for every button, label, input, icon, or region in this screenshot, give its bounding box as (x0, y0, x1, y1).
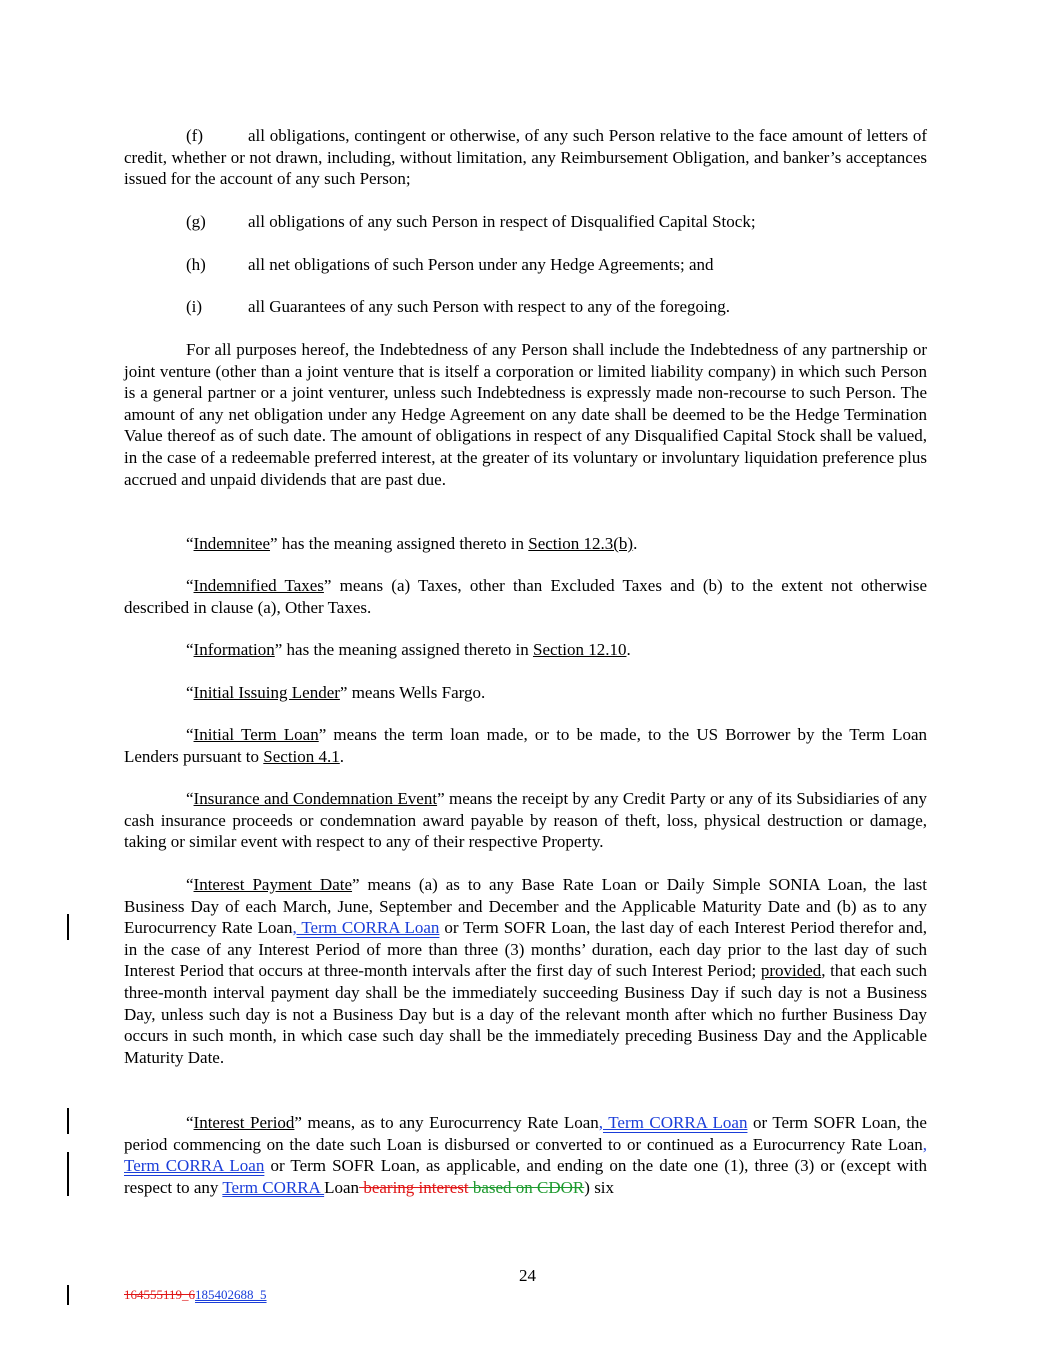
definition-text: ” means Wells Fargo. (339, 683, 486, 702)
definition-interest-period: “Interest Period” means, as to any Eurocurrency Rate Loan, Term CORRA Loan or Term SOFR Loan, the period commencing on the date such Loan is disbursed or converted to or continued as a Eurocurrency Rate Loan, Term CORRA Loan or Term SOFR Loan, as applicable, and ending on the date one (1), three (3) or (except with respect to any Term CORRA Loan bearing interest based on CDOR) six (124, 1113, 927, 1197)
definition-text: ” means (a) as to any Base Rate Loan or Daily Simple SONIA Loan, the last Business Day of each March, June, September and December and the Applicable Maturity Date and (b) as to any Eurocurrency Rate Loan (124, 875, 927, 938)
definition-text: ” has the meaning assigned thereto in (270, 534, 529, 553)
document-id-old: 164555119_6 (124, 1287, 196, 1302)
clause-i-text: all Guarantees of any such Person with respect to any of the foregoing. (248, 297, 730, 316)
term-initial-term-loan: Initial Term Loan (193, 725, 319, 744)
clause-h-label: (h) (186, 255, 206, 274)
indebtedness-paragraph: For all purposes hereof, the Indebtedness of any Person shall include the Indebtedness of any partnership or joint venture (other than a joint venture that is itself a corporation or limited liability company) in which such Person is a general partner or a joint venturer, unless such Indebtedness is expressly made non-recourse to such Person. The amount of any net obligation under any Hedge Agreement on any date shall be deemed to be the Hedge Termination Value thereof as of such date. The amount of obligations in respect of any Disqualified Capital Stock shall be valued, in the case of a redeemable preferred interest, at the greater of its voluntary or involuntary liquidation preference plus accrued and unpaid dividends that are past due. (124, 340, 927, 489)
definition-text: . (626, 640, 631, 659)
definition-text: ” means the term loan made, or to be made, to the US Borrower by the Term Loan Lenders pursuant to (124, 725, 927, 766)
definition-text: ” means (a) Taxes, other than Excluded Taxes and (b) to the extent not otherwise described in clause (a), Other Taxes. (124, 576, 927, 617)
inserted-text: , Term CORRA Loan (124, 1134, 927, 1176)
definition-text: , that each such three-month interval payment day shall be the immediately succeeding Business Day if such day is not a Business Day, unless such day is not a Business Day but is a day of the relevant month after which no further Business Day occurs in such month, in which case such day shall be the immediately preceding Business Day and the Applicable Maturity Date. (124, 961, 927, 1067)
inserted-text: , Term CORRA Loan (598, 1113, 748, 1132)
change-bar (67, 1152, 69, 1196)
definition-text: Loan (324, 1177, 360, 1197)
clause-f-label: (f) (186, 126, 203, 145)
section-ref-link[interactable]: Section 4.1 (263, 746, 340, 766)
clause-i (186, 296, 730, 318)
definition-text: or Term SOFR Loan, the period commencing on the date such Loan is disbursed or converted to or continued as a Eurocurrency Rate Loan (124, 1113, 927, 1154)
definition-text: ” means, as to any Eurocurrency Rate Loan (294, 1113, 599, 1132)
clause-f (124, 125, 927, 190)
clause-h (186, 254, 714, 276)
clause-g-text: all obligations of any such Person in respect of Disqualified Capital Stock; (248, 212, 756, 231)
section-ref-link[interactable]: Section 12.10 (532, 640, 627, 659)
term-indemnified-taxes: Indemnified Taxes (193, 576, 324, 595)
definition-indemnified-taxes: “Indemnified Taxes” means (a) Taxes, other than Excluded Taxes and (b) to the extent not otherwise described in clause (a), Other Taxes. (124, 576, 927, 617)
definition-text: ” has the meaning assigned thereto in (274, 640, 533, 659)
definition-text: . (633, 534, 638, 553)
term-insurance-condemnation-event: Insurance and Condemnation Event (193, 789, 438, 808)
definition-indemnitee: “Indemnitee” has the meaning assigned thereto in Section 12.3(b). (186, 534, 638, 553)
document-id (124, 1287, 267, 1303)
document-id-new: 185402688_5 (195, 1287, 267, 1302)
clause-g-label: (g) (186, 212, 206, 231)
clause-i-label: (i) (186, 297, 203, 316)
term-indemnitee: Indemnitee (193, 534, 271, 553)
definition-interest-payment-date: “Interest Payment Date” means (a) as to any Base Rate Loan or Daily Simple SONIA Loan, the last Business Day of each March, June, September and December and the Applicable Maturity Date and (b) as to any Eurocurrency Rate Loan, Term CORRA Loan or Term SOFR Loan, the last day of each Interest Period therefor and, in the case of any Interest Period of more than three (3) months’ duration, each day prior to the last day of such Interest Period that occurs at three-month intervals after the first day of such Interest Period; provided, that each such three-month interval payment day shall be the immediately succeeding Business Day if such day is not a Business Day, unless such day is not a Business Day but is a day of the relevant month after which no further Business Day occurs in such month, in which case such day shall be the immediately preceding Business Day and the Applicable Maturity Date. (124, 875, 927, 1067)
definition-text: or Term SOFR Loan, the last day of each Interest Period therefor and, in the case of any Interest Period of more than three (3) months’ duration, each day prior to the last day of such Interest Period that occurs at three-month intervals after the first day of such Interest Period; (124, 918, 927, 981)
definition-information: “Information” has the meaning assigned thereto in Section 12.10. (186, 640, 631, 659)
deleted-text: bearing interest (359, 1177, 469, 1197)
provided-term: provided (760, 961, 822, 981)
clause-g (186, 211, 756, 233)
definition-insurance-condemnation-event: “Insurance and Condemnation Event” means the receipt by any Credit Party or any of its Subsidiaries of any cash insurance proceeds or condemnation award payable by reason of theft, loss, physical destruction or damage, taking or similar event with respect to any of their respective Property. (124, 789, 928, 852)
change-bar (67, 1285, 69, 1305)
page-number: 24 (519, 1266, 536, 1285)
definition-initial-issuing-lender: “Initial Issuing Lender” means Wells Fargo. (186, 683, 486, 702)
inserted-text: Term CORRA (222, 1177, 325, 1197)
change-bar (67, 914, 69, 940)
moved-deleted-text: based on CDOR (468, 1177, 585, 1197)
section-ref-link[interactable]: Section 12.3(b) (528, 534, 634, 553)
clause-f-text: all obligations, contingent or otherwise, of any such Person relative to the face amount of letters of credit, whether or not drawn, including, without limitation, any Reimbursement Obligation, and banker’s acceptances issued for the account of any such Person; (124, 126, 927, 189)
definition-text: ” means the receipt by any Credit Party or any of its Subsidiaries of any cash insurance proceeds or condemnation award payable by reason of theft, loss, physical destruction or damage, taking or similar event with respect to any of their respective Property. (124, 789, 928, 852)
clause-h-text: all net obligations of such Person under any Hedge Agreements; and (248, 255, 714, 274)
inserted-text: , Term CORRA Loan (292, 918, 440, 938)
definition-text: ) six (584, 1177, 615, 1197)
definition-initial-term-loan: “Initial Term Loan” means the term loan made, or to be made, to the US Borrower by the Term Loan Lenders pursuant to Section 4.1. (124, 725, 927, 766)
term-initial-issuing-lender: Initial Issuing Lender (193, 683, 340, 702)
term-interest-payment-date: Interest Payment Date (193, 875, 353, 894)
definition-text: . (339, 746, 345, 766)
definition-text: or Term SOFR Loan, as applicable, and ending on the date one (1), three (3) or (except with respect to any (124, 1156, 927, 1197)
change-bar (67, 1108, 69, 1134)
term-interest-period: Interest Period (193, 1113, 295, 1132)
term-information: Information (193, 640, 275, 659)
